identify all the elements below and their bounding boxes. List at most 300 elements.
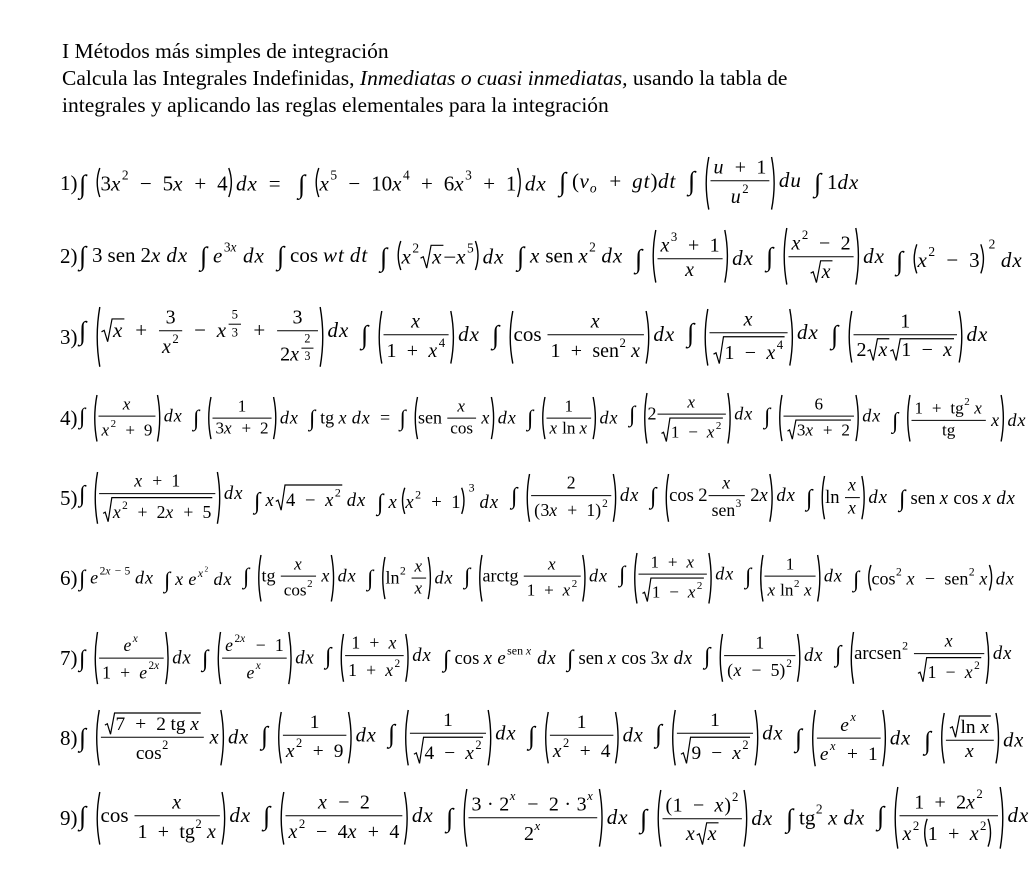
math-glyph: − <box>925 568 936 589</box>
math-glyph: 2 <box>156 501 165 522</box>
math-glyph: ∫ <box>377 489 384 516</box>
math-glyph: x <box>549 417 557 437</box>
math-glyph: − <box>316 820 328 843</box>
math-glyph: 5 <box>466 240 474 256</box>
math-glyph: + <box>566 499 577 520</box>
math-glyph: x <box>805 419 814 439</box>
exercise-number: 8) <box>60 725 78 750</box>
math-glyph: x <box>536 171 546 196</box>
integral-formula <box>387 708 518 768</box>
math-glyph: 2 <box>801 227 808 242</box>
right-paren <box>462 487 464 513</box>
math-glyph: 3 <box>969 247 980 272</box>
math-glyph: ∫ <box>163 566 170 592</box>
math-glyph: − <box>114 565 121 578</box>
math-glyph: v <box>579 168 589 193</box>
math-glyph: ∫ <box>877 801 885 831</box>
integral-expression <box>687 155 803 212</box>
left-paren <box>278 712 281 763</box>
math-glyph: 1 <box>386 339 397 362</box>
integral-formula <box>687 155 803 212</box>
exercise-row <box>60 778 1029 858</box>
math-glyph: x <box>1017 409 1026 430</box>
integral-expression <box>805 474 889 522</box>
math-glyph: 3 <box>100 171 111 196</box>
math-glyph: e <box>497 647 506 669</box>
math-glyph: d <box>588 564 598 585</box>
math-glyph: d <box>862 243 874 268</box>
math-glyph: ln <box>780 580 794 600</box>
math-glyph: d <box>673 647 683 669</box>
instructions-line-2: integrales y aplicando las reglas elementales para la integración <box>62 93 609 117</box>
math-glyph: 2 <box>475 738 482 753</box>
integral-formula <box>763 393 883 444</box>
math-glyph: + <box>119 661 130 682</box>
right-paren <box>289 632 291 684</box>
math-glyph: ∫ <box>618 561 626 587</box>
math-glyph: d <box>243 243 254 268</box>
math-glyph: 1 <box>914 398 924 418</box>
math-glyph: x <box>874 243 884 268</box>
math-glyph: d <box>482 244 494 269</box>
right-paren <box>217 472 219 524</box>
exercise-row <box>60 150 1020 216</box>
math-glyph: x <box>238 726 248 749</box>
math-glyph: 3 <box>468 480 475 495</box>
math-glyph: x <box>579 417 587 437</box>
integral-expression <box>297 166 548 200</box>
integral-expression <box>78 630 193 687</box>
math-glyph: x <box>1002 643 1012 665</box>
math-glyph: x <box>685 258 694 281</box>
math-glyph: t <box>360 242 367 267</box>
math-glyph: 3 <box>670 229 678 244</box>
math-glyph: 1 <box>900 339 911 362</box>
math-glyph: ∫ <box>834 641 842 668</box>
math-glyph: ∫ <box>78 645 85 672</box>
left-paren <box>316 168 319 197</box>
math-glyph: − <box>744 341 757 364</box>
math-glyph: x <box>833 564 842 585</box>
math-glyph: + <box>948 823 960 846</box>
math-glyph: 2 <box>303 331 310 346</box>
math-glyph: d <box>458 321 469 346</box>
math-glyph: x <box>255 659 261 672</box>
math-glyph: d <box>165 242 177 267</box>
math-glyph: 4 <box>389 820 400 843</box>
integral-expression <box>276 242 370 271</box>
math-glyph: ∫ <box>442 645 450 672</box>
math-glyph: + <box>931 398 942 418</box>
math-glyph: ∫ <box>387 718 395 748</box>
math-glyph: x <box>293 553 302 573</box>
math-glyph: e <box>89 567 98 588</box>
math-glyph: − <box>255 634 266 655</box>
integral-expression <box>192 395 300 442</box>
left-paren <box>914 244 917 273</box>
math-glyph: x <box>964 740 974 762</box>
math-glyph: 1 <box>710 709 721 731</box>
math-glyph: 4 <box>776 337 784 352</box>
math-glyph: x <box>132 632 138 645</box>
math-glyph: ) <box>649 168 657 193</box>
exercise-row <box>60 538 1020 618</box>
math-glyph: x <box>848 497 857 518</box>
math-glyph: ∫ <box>687 318 695 348</box>
right-paren <box>518 168 521 197</box>
math-glyph: arcsen <box>853 643 902 665</box>
right-paren <box>725 230 728 283</box>
math-glyph: 3 <box>231 325 238 340</box>
left-paren <box>398 241 401 270</box>
integral-expression <box>527 710 645 766</box>
math-glyph: − <box>669 582 679 602</box>
math-glyph: 1 <box>237 395 246 415</box>
math-glyph: tg <box>942 420 956 440</box>
math-glyph: 5 <box>231 307 238 322</box>
math-glyph: ∫ <box>78 722 86 752</box>
math-glyph: + <box>734 155 747 178</box>
math-glyph: cos <box>100 802 128 827</box>
math-glyph: x <box>617 805 628 830</box>
integral-formula <box>78 242 190 271</box>
right-paren <box>988 819 990 847</box>
integral-expression <box>242 553 358 604</box>
math-glyph: d <box>965 322 977 347</box>
math-glyph: d <box>776 485 786 507</box>
math-glyph: d <box>228 802 240 827</box>
integral-formula <box>834 630 1014 686</box>
math-glyph: ∫ <box>78 481 85 508</box>
math-glyph: x <box>850 709 857 724</box>
math-glyph: x <box>577 243 588 268</box>
math-glyph: · <box>563 793 571 816</box>
math-glyph: d <box>1002 728 1013 751</box>
math-glyph: 3 <box>223 239 231 255</box>
math-glyph: 1 <box>348 659 358 680</box>
math-glyph: + <box>312 741 324 763</box>
math-glyph: x <box>101 420 109 440</box>
math-glyph: x <box>112 318 122 343</box>
right-paren <box>165 632 167 684</box>
integral-expression <box>852 563 1016 593</box>
math-glyph: sen <box>417 406 442 427</box>
left-paren <box>97 792 100 845</box>
math-glyph: 5 <box>330 167 338 183</box>
math-glyph: x <box>432 244 442 269</box>
math-glyph: 2 <box>696 579 703 592</box>
right-paren <box>475 241 478 270</box>
math-glyph: x <box>714 793 724 816</box>
math-glyph: x <box>361 406 370 427</box>
math-glyph: ∫ <box>896 245 904 275</box>
math-glyph: ∫ <box>558 166 566 196</box>
left-paren <box>379 311 382 364</box>
math-glyph: x <box>547 553 556 573</box>
math-glyph: x <box>562 580 571 600</box>
left-paren <box>510 311 513 364</box>
math-glyph: ( <box>665 793 673 816</box>
math-glyph: x <box>804 580 812 600</box>
math-glyph: 2 <box>964 395 970 408</box>
right-paren <box>755 710 758 765</box>
integral-expression <box>376 481 501 516</box>
math-glyph: x <box>414 555 422 575</box>
integral-formula <box>78 564 155 592</box>
math-glyph: d <box>606 805 617 830</box>
right-paren <box>790 309 793 366</box>
integral-formula <box>297 166 548 200</box>
right-paren <box>593 397 595 439</box>
math-glyph: x <box>827 805 837 830</box>
math-glyph: 2 <box>928 243 936 259</box>
math-glyph: x <box>223 568 232 589</box>
integral-formula <box>78 790 253 847</box>
math-glyph: x <box>766 341 776 364</box>
integral-formula <box>785 802 867 834</box>
math-glyph: ∫ <box>785 803 793 833</box>
left-paren <box>925 819 927 847</box>
math-glyph: ∫ <box>463 563 471 589</box>
math-glyph: 2 <box>968 566 975 579</box>
math-glyph: x <box>977 322 987 347</box>
math-glyph: g <box>631 168 643 193</box>
math-glyph: x <box>944 630 953 651</box>
integral-expression <box>686 307 820 368</box>
integral-formula <box>360 309 481 366</box>
left-paren <box>208 397 210 439</box>
math-glyph: tg <box>950 398 964 418</box>
integral-expression <box>463 553 610 604</box>
integral-expression <box>703 632 825 684</box>
right-paren <box>990 565 992 590</box>
integral-expression <box>526 395 620 442</box>
math-glyph: 3 <box>735 497 742 510</box>
math-glyph: + <box>544 580 554 600</box>
math-glyph: ∫ <box>528 720 536 750</box>
math-glyph: d <box>349 242 360 267</box>
math-glyph: sen <box>544 243 573 268</box>
math-glyph: ∫ <box>567 645 574 672</box>
integral-formula <box>491 309 677 366</box>
math-glyph: d <box>171 647 182 669</box>
math-glyph: tg <box>261 564 276 585</box>
right-paren <box>728 393 730 443</box>
math-glyph: + <box>822 419 833 439</box>
math-glyph: + <box>241 417 251 437</box>
math-glyph: + <box>579 741 591 763</box>
math-glyph: x <box>465 743 474 765</box>
math-glyph: = <box>268 171 281 196</box>
math-glyph: + <box>366 659 377 680</box>
math-glyph: 2 <box>110 417 116 430</box>
math-glyph: x <box>457 395 465 415</box>
math-glyph: u <box>790 167 801 192</box>
math-glyph: 9 <box>691 743 702 765</box>
integral-formula <box>308 395 518 442</box>
integral-formula <box>78 708 251 768</box>
math-glyph: 1 <box>672 793 683 816</box>
math-glyph: e <box>213 243 223 268</box>
math-glyph: 1 <box>274 634 284 655</box>
math-glyph: d <box>346 489 356 511</box>
left-paren <box>546 712 549 763</box>
math-glyph: x <box>732 743 742 765</box>
left-paren <box>895 787 898 849</box>
right-paren <box>772 157 775 210</box>
math-glyph: ∫ <box>745 563 752 589</box>
math-glyph: x <box>552 741 562 763</box>
math-glyph: x <box>683 647 693 669</box>
math-glyph: x <box>164 501 173 522</box>
math-glyph: x <box>814 645 824 667</box>
math-glyph: cos <box>283 580 307 600</box>
math-glyph: 5 <box>771 659 780 680</box>
math-glyph: 2 <box>279 343 290 366</box>
exercise-row <box>60 698 1023 778</box>
math-glyph: 2 <box>204 563 208 573</box>
math-glyph: + <box>134 318 147 343</box>
right-paren <box>331 555 333 601</box>
integral-expression <box>618 551 736 606</box>
left-paren <box>761 555 763 601</box>
math-glyph: e <box>246 661 255 682</box>
math-glyph: 1 <box>564 395 573 415</box>
math-glyph: 9 <box>143 420 152 440</box>
math-glyph: x <box>1005 568 1014 589</box>
math-glyph: x <box>289 406 298 427</box>
math-glyph: x <box>223 417 232 437</box>
integral-expression <box>379 239 506 273</box>
integral-expression <box>324 632 433 684</box>
math-glyph: 2 <box>523 823 534 846</box>
integral-formula <box>895 237 1024 276</box>
right-paren <box>616 712 619 763</box>
math-glyph: u <box>730 185 741 208</box>
math-glyph: x <box>725 562 734 583</box>
math-glyph: 1 <box>914 791 925 814</box>
math-glyph: x <box>786 485 795 507</box>
math-glyph: ∫ <box>78 565 85 591</box>
integral-expression <box>360 309 481 366</box>
math-glyph: 10 <box>371 171 393 196</box>
math-glyph: x <box>414 577 422 597</box>
math-glyph: ∫ <box>763 403 771 429</box>
math-glyph: 2 <box>618 335 626 350</box>
math-glyph: 2 <box>571 577 578 590</box>
math-glyph: 1 <box>826 169 838 194</box>
integral-formula <box>526 395 620 442</box>
left-paren <box>908 395 910 441</box>
math-glyph: cos <box>449 417 473 437</box>
integral-expression <box>78 305 351 369</box>
math-glyph: 2 <box>498 793 509 816</box>
math-glyph: 1 <box>442 709 453 731</box>
left-paren <box>95 632 97 684</box>
right-paren <box>451 311 454 364</box>
math-glyph: 3 <box>796 419 806 439</box>
left-paren <box>658 790 661 847</box>
math-glyph: ∫ <box>366 565 373 591</box>
math-glyph: x <box>507 406 516 427</box>
integral-formula <box>649 472 797 524</box>
math-glyph: x <box>321 564 330 585</box>
math-glyph: 2 <box>647 402 657 423</box>
math-glyph: ∫ <box>650 483 657 510</box>
math-glyph: ∫ <box>830 320 838 350</box>
math-glyph: 2 <box>750 485 760 507</box>
math-glyph: x <box>991 409 1000 430</box>
math-glyph: ∫ <box>445 803 453 833</box>
math-glyph: · <box>486 793 494 816</box>
math-glyph: 3 <box>465 167 472 183</box>
math-glyph: 2 <box>415 486 422 501</box>
math-glyph: x <box>444 566 453 587</box>
math-glyph: 6 <box>814 393 823 413</box>
math-glyph: + <box>483 171 496 196</box>
right-paren <box>273 397 275 439</box>
math-glyph: + <box>934 791 946 814</box>
integral-formula <box>260 710 378 766</box>
integral-expression <box>78 393 184 444</box>
integral-formula <box>78 305 351 369</box>
math-glyph: ) <box>594 499 601 520</box>
math-glyph: ∫ <box>253 487 261 514</box>
math-glyph: d <box>434 566 444 587</box>
math-glyph: d <box>762 722 773 745</box>
math-glyph: x <box>144 567 153 588</box>
integral-formula <box>253 482 368 515</box>
integral-formula <box>618 551 736 606</box>
math-glyph: + <box>134 713 146 735</box>
math-glyph: x <box>423 802 433 827</box>
exercise-number: 5) <box>60 485 78 510</box>
math-glyph: x <box>877 339 887 362</box>
math-glyph: ∫ <box>491 320 499 350</box>
right-paren <box>770 474 772 522</box>
math-glyph: d <box>995 568 1005 589</box>
math-glyph: 2 <box>988 236 996 252</box>
math-glyph: x <box>216 318 226 343</box>
exercise-number: 7) <box>60 645 78 670</box>
math-glyph: x <box>388 632 397 653</box>
math-glyph: x <box>401 244 411 269</box>
integral-expression <box>895 237 1024 276</box>
math-glyph: d <box>524 171 536 196</box>
math-glyph: 2 <box>161 738 168 753</box>
math-glyph: + <box>431 491 442 513</box>
math-glyph: x <box>112 501 121 522</box>
math-glyph: 2 <box>901 638 908 653</box>
left-paren <box>849 311 852 363</box>
left-paren <box>464 789 467 847</box>
math-glyph: ∫ <box>628 401 636 427</box>
math-glyph: ∫ <box>635 244 643 274</box>
math-glyph: x <box>902 823 912 846</box>
integral-formula <box>891 393 1028 444</box>
math-glyph: d <box>868 487 879 509</box>
integral-expression <box>765 226 886 287</box>
left-paren <box>941 713 944 763</box>
integral-formula <box>442 644 558 673</box>
math-glyph: x <box>548 499 557 520</box>
integral-formula <box>527 710 645 766</box>
math-glyph: ∫ <box>78 316 86 346</box>
integral-formula <box>262 790 435 847</box>
integral-formula <box>654 708 785 768</box>
integral-formula <box>852 563 1016 593</box>
math-glyph: e <box>122 634 131 655</box>
